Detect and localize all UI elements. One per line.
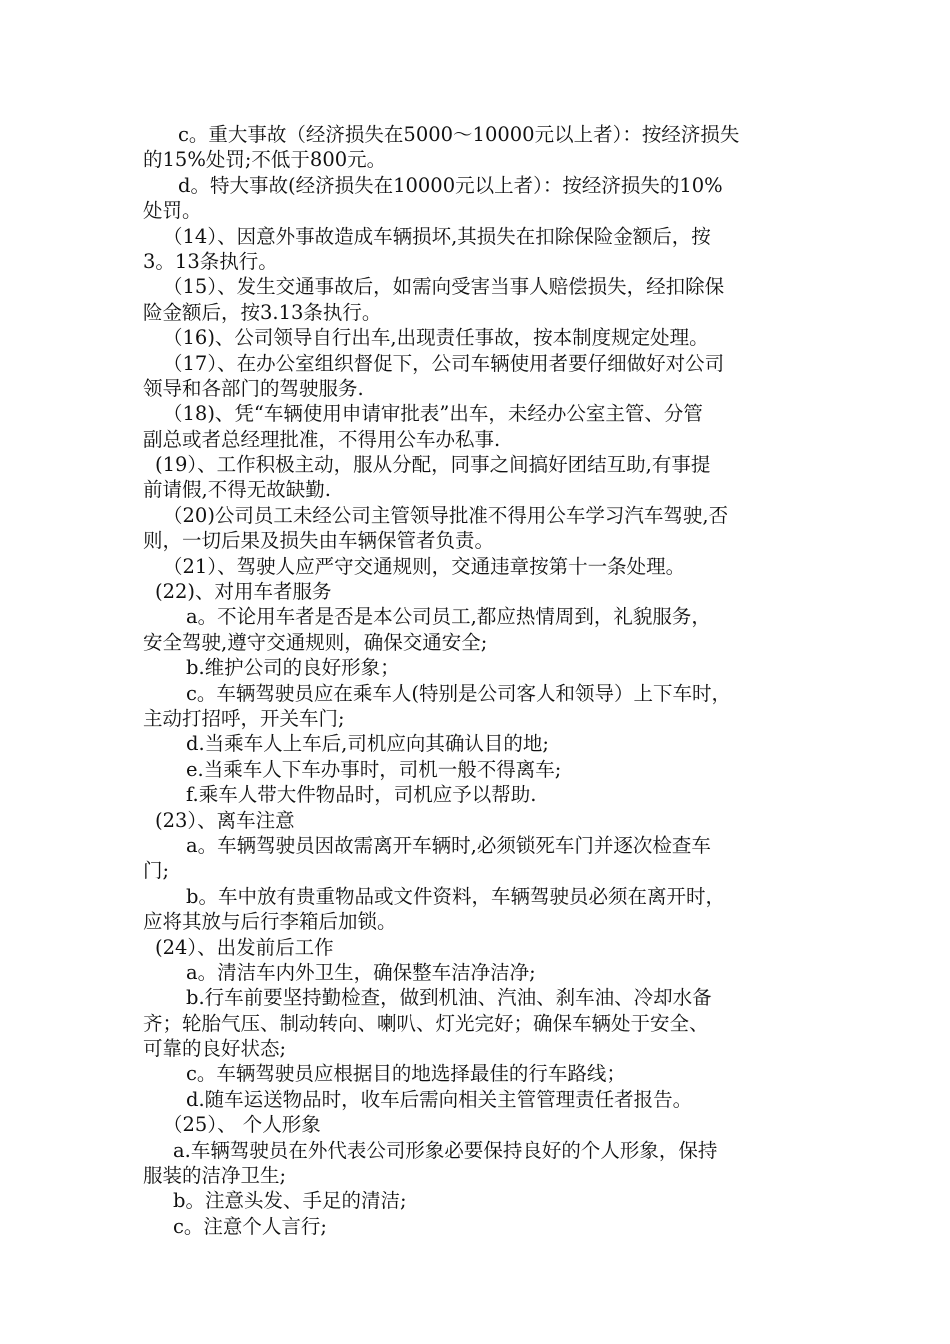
text-line: b。车中放有贵重物品或文件资料，车辆驾驶员必须在离开时，: [186, 884, 725, 908]
text-line: d.当乘车人上车后,司机应向其确认目的地;: [186, 732, 549, 756]
text-line: 安全驾驶,遵守交通规则，确保交通安全;: [143, 630, 488, 654]
text-line: 应将其放与后行李箱后加锁。: [143, 910, 397, 934]
text-line: 3。13条执行。: [143, 249, 278, 273]
text-line: d。特大事故(经济损失在10000元以上者）：按经济损失的10%: [178, 173, 723, 197]
text-line: 领导和各部门的驾驶服务.: [143, 376, 364, 400]
text-line: 副总或者总经理批准，不得用公车办私事.: [143, 427, 501, 451]
text-line: f.乘车人带大件物品时，司机应予以帮助.: [186, 783, 537, 807]
text-line: （16)、公司领导自行出车,出现责任事故，按本制度规定处理。: [163, 326, 709, 350]
text-line: （15）、发生交通事故后，如需向受害当事人赔偿损失，经扣除保: [163, 275, 725, 299]
text-line: 主动打招呼，开关车门;: [143, 706, 345, 730]
text-line: （14）、因意外事故造成车辆损坏,其损失在扣除保险金额后，按: [163, 224, 711, 248]
text-line: （18)、凭“车辆使用申请审批表”出车，未经办公室主管、分管: [163, 402, 703, 426]
text-line: c。车辆驾驶员应根据目的地选择最佳的行车路线；: [186, 1062, 626, 1086]
text-line: a。清洁车内外卫生，确保整车洁净洁净;: [186, 960, 536, 984]
text-line: 服装的洁净卫生;: [143, 1164, 287, 1188]
text-line: (22)、对用车者服务: [155, 580, 332, 604]
text-line: (24）、出发前后工作: [155, 935, 334, 959]
text-line: a.车辆驾驶员在外代表公司形象必要保持良好的个人形象，保持: [173, 1138, 718, 1162]
text-line: d.随车运送物品时，收车后需向相关主管管理责任者报告。: [186, 1087, 693, 1111]
text-line: 险金额后，按3.13条执行。: [143, 300, 382, 324]
text-line: （17）、在办公室组织督促下，公司车辆使用者要仔细做好对公司: [163, 351, 725, 375]
text-line: c。重大事故（经济损失在5000～10000元以上者）：按经济损失: [178, 123, 740, 146]
text-line: (19）、工作积极主动，服从分配，同事之间搞好团结互助,有事提: [155, 453, 711, 477]
text-line: （20)公司员工未经公司主管领导批准不得用公车学习汽车驾驶,否: [163, 503, 729, 527]
document-body: [143, 122, 808, 1239]
text-line: a。车辆驾驶员因故需离开车辆时,必须锁死车门并逐次检查车: [186, 833, 711, 857]
text-line: 可靠的良好状态;: [143, 1037, 287, 1061]
text-line: 齐；轮胎气压、制动转向、喇叭、灯光完好；确保车辆处于安全、: [143, 1011, 709, 1035]
text-line: c。车辆驾驶员应在乘车人(特别是公司客人和领导）上下车时，: [186, 681, 732, 705]
text-line: 前请假,不得无故缺勤.: [143, 478, 331, 502]
text-line: （25）、 个人形象: [163, 1113, 321, 1137]
text-line: 门;: [143, 859, 170, 883]
text-line: e.当乘车人下车办事时，司机一般不得离车;: [186, 757, 562, 781]
text-line: 处罚。: [143, 199, 202, 223]
text-line: （21）、驾驶人应严守交通规则，交通违章按第十一条处理。: [163, 554, 686, 578]
text-line: b.维护公司的良好形象；: [186, 656, 400, 680]
text-line: a。不论用车者是否是本公司员工,都应热情周到，礼貌服务，: [186, 605, 711, 629]
text-line: b。注意头发、手足的清洁;: [173, 1189, 407, 1213]
text-line: 的15%处罚;不低于800元。: [143, 148, 387, 172]
text-line: 则，一切后果及损失由车辆保管者负责。: [143, 529, 495, 553]
text-line: (23）、离车注意: [155, 808, 295, 832]
text-line: b.行车前要坚持勤检查，做到机油、汽油、刹车油、冷却水备: [186, 986, 712, 1010]
text-line: c。注意个人言行;: [173, 1214, 327, 1238]
